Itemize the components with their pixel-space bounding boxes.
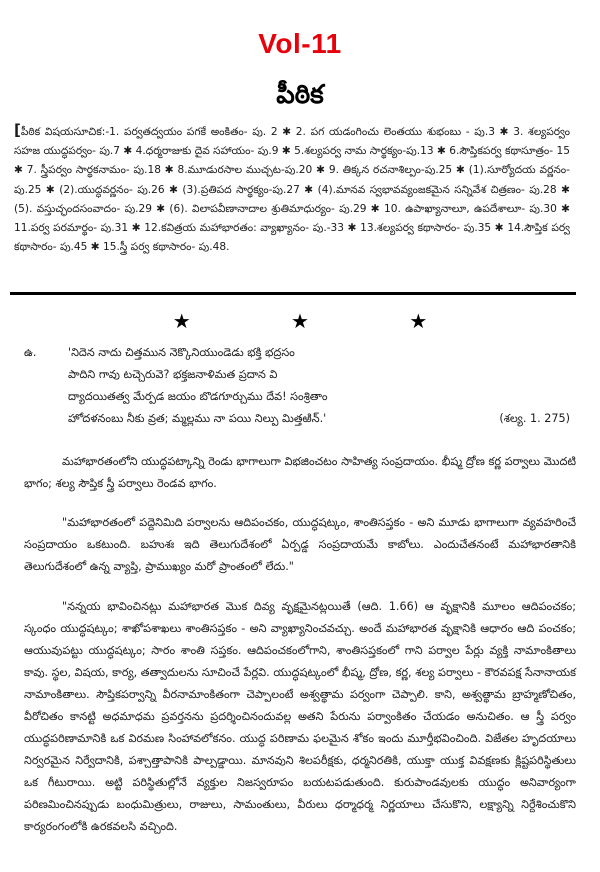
body-paragraph: "మహాభారతంలో పద్దెనిమిది పర్వాలను ఆదిపంచకం, యుద్ధషట్కం, శాంతిసప్తకం - అని మూడు భాగాలుగా వ్యవహరించే సంప్రదాయం ఒకటుంది. బహుశః ఇది తెలుగుదేశంలో ఏర్పడ్డ సంప్రదాయమే కాబోలు. ఎందుచేతనంటే మహాభారతానికి తెలుగుదేశంలో ఉన్న వ్యాప్తి, ప్రాముఖ్యం మరో ప్రాంతంలో లేదు." (24, 516, 576, 573)
toc-bracket: [ (14, 121, 21, 139)
page-title: పీఠిక (276, 80, 324, 110)
verse-line: 'నిదెన నాదు చిత్తమున నెక్కొనియుండెడు భక్తి భద్రసం (68, 346, 295, 359)
body-paragraph: మహాభారతంలోని యుద్ధపట్కాన్ని రెండు భాగాలుగా విభజించటం సాహిత్య సంప్రదాయం. భీష్మ ద్రోణ కర్ణ పర్వాలు మొదటి భాగం; శల్య సౌప్తిక స్త్రీ పర్వాలు రెండవ భాగం. (24, 455, 576, 490)
toc-heading: పీఠిక విషయసూచిక: (20, 126, 106, 138)
verse-line: హోదళనంబు నీకు వ్రత; మ్మల్లము నా పయి నిల్పు మిత్తఱిన్.' (68, 412, 327, 425)
table-of-contents (14, 121, 570, 257)
star-separator (0, 309, 600, 333)
verse-line: పాదిని గావు టచ్చెరువె? భక్తజనాళిమత ప్రదాన వి (68, 368, 278, 381)
section-divider (10, 292, 576, 295)
star-icon: ★ (291, 309, 309, 333)
toc-text: -1. పర్వతద్వయం పగకే అంకితం- పు. 2 ✱ 2. పగ యడంగించు లెంతయు శుభంబు - పు.3 ✱ 3. శల్యపర్వం సహజ యుద్ధపర్వం- పు.7 ✱ 4.ధర్మరాజుకు దైవ సహాయం- పు.9 ✱ 5.శల్యపర్వ నామ సార్థక్యం-పు.13 ✱ 6.సౌప్తికపర్వ కథాసూత్రం- 15 ✱ 7. స్త్రీపర్వం సార్థకనామం- పు.18 ✱ 8.మూడురసాల ముచ్చట-పు.20 ✱ 9. తిక్కన రచనాశిల్పం-పు.25 ✱ (1).సూర్యోదయ వర్ణనం- పు.25 ✱ (2).యుద్ధవర్ణనం- పు.26 ✱ (3).ప్రతిపద సార్థక్యం-పు.27 ✱ (4).మానవ స్వభావవ్యంజకమైన సన్నివేశ చిత్రణం- పు.28 ✱ (5). వస్తుచ్ఛందసంవాదం- పు.29 ✱ (6). విలాపవీణానాదాల శ్రుతిమాధుర్యం- పు.29 ✱ 10. ఉపాఖ్యానాలూ, ఉపదేశాలూ- పు.30 ✱ 11.పర్వ పరమార్థం- పు.31 ✱ 12.కవిత్రయ మహాభారతం: వ్యాఖ్యానం- పు.-33 ✱ 13.శల్యపర్వ కథాసారం- పు.35 ✱ 14.సౌప్తిక పర్వ కథాసారం- పు.45 ✱ 15.స్త్రీ పర్వ కథాసారం- పు.48. (14, 126, 570, 254)
verse-reference: (శల్య. 1. 275) (499, 412, 570, 425)
body-paragraph: "నన్నయ భావించినట్లు మహాభారత మొక దివ్య వృక్షమైనట్లయితే (ఆది. 1.66) ఆ వృక్షానికి మూలం ఆదిపంచకం; స్కంధం యుద్ధషట్కం; శాఖోపశాఖలు శాంతిసప్తకం - అని వ్యాఖ్యానించవచ్చు. అందే మహాభారత వృక్షానికి ఆధారం ఆది పంచకం; ఆయువుపట్టు యుద్ధషట్కం; సారం శాంతి సప్తకం. ఆదిపంచకంలోగాని, శాంతిసప్తకంలో గాని పర్వాల పేర్లు వ్యక్తి నామాంకితాలు కావు. స్థల, విషయ, కార్య, తత్వాదులను సూచించే పేర్లవి. యుద్ధషట్కంలో భీష్మ, ద్రోణ, కర్ణ, శల్య పర్వాలు - కౌరవపక్ష సేనానాయక నామాంకితాలు. సౌప్తికపర్వాన్ని వీరనామాంకితంగా చెప్పాలంటే అశ్వత్థామ పర్వంగా చెప్పాలి. కాని, అశ్వత్థామ బ్రాహ్మణోచితం, వీరోచితం కానట్టి అధమాధమ ప్రవర్తనను ప్రదర్శించినందువల్ల అతని పేరును పర్వాంకితం చేయడం అనుచితం. ఆ స్త్రీ పర్వం యుద్ధపరిణామానికి ఒక విరమణ సింహావలోకనం. యుద్ధ పరిణామ ఫలమైన శోకం ఇందు మూర్తీభవించింది. విజేతల హృదయాలు నిర్వరమైన నిర్వేదానికి, పశ్చాత్తాపానికి పాల్పడ్డాయి. మానవుని శిలపరీక్షకు, ధర్మనిరతికి, యుక్తా యుక్త వివక్షణకు క్లిష్టపరిస్థితులు ఒక గీటురాయి. అట్టి పరిస్థితుల్లోనే వ్యక్తుల నిజస్వరూపం బయటపడుతుంది. కురుపాండవులకు యుద్ధం అనివార్యంగా పరిణమించినప్పుడు బంధుమిత్రులు, రాజులు, సామంతులు, వీరులు ధర్మాధర్మ నిర్ణయాలు చేసుకొని, లక్ష్యాన్ని నిర్దేశించుకొని కార్యరంగంలోకి ఉరకవలసి వచ్చింది. (24, 600, 576, 833)
star-icon: ★ (409, 309, 428, 333)
verse-marker: ఉ. (24, 346, 37, 359)
verse-line: ద్యాదయితత్వ మేర్పడ జయం బొడగూర్చుము దేవ! సంశ్రితాం (68, 390, 328, 403)
volume-label: Vol-11 (258, 28, 342, 59)
verse-block (24, 342, 576, 430)
star-icon: ★ (172, 309, 191, 333)
